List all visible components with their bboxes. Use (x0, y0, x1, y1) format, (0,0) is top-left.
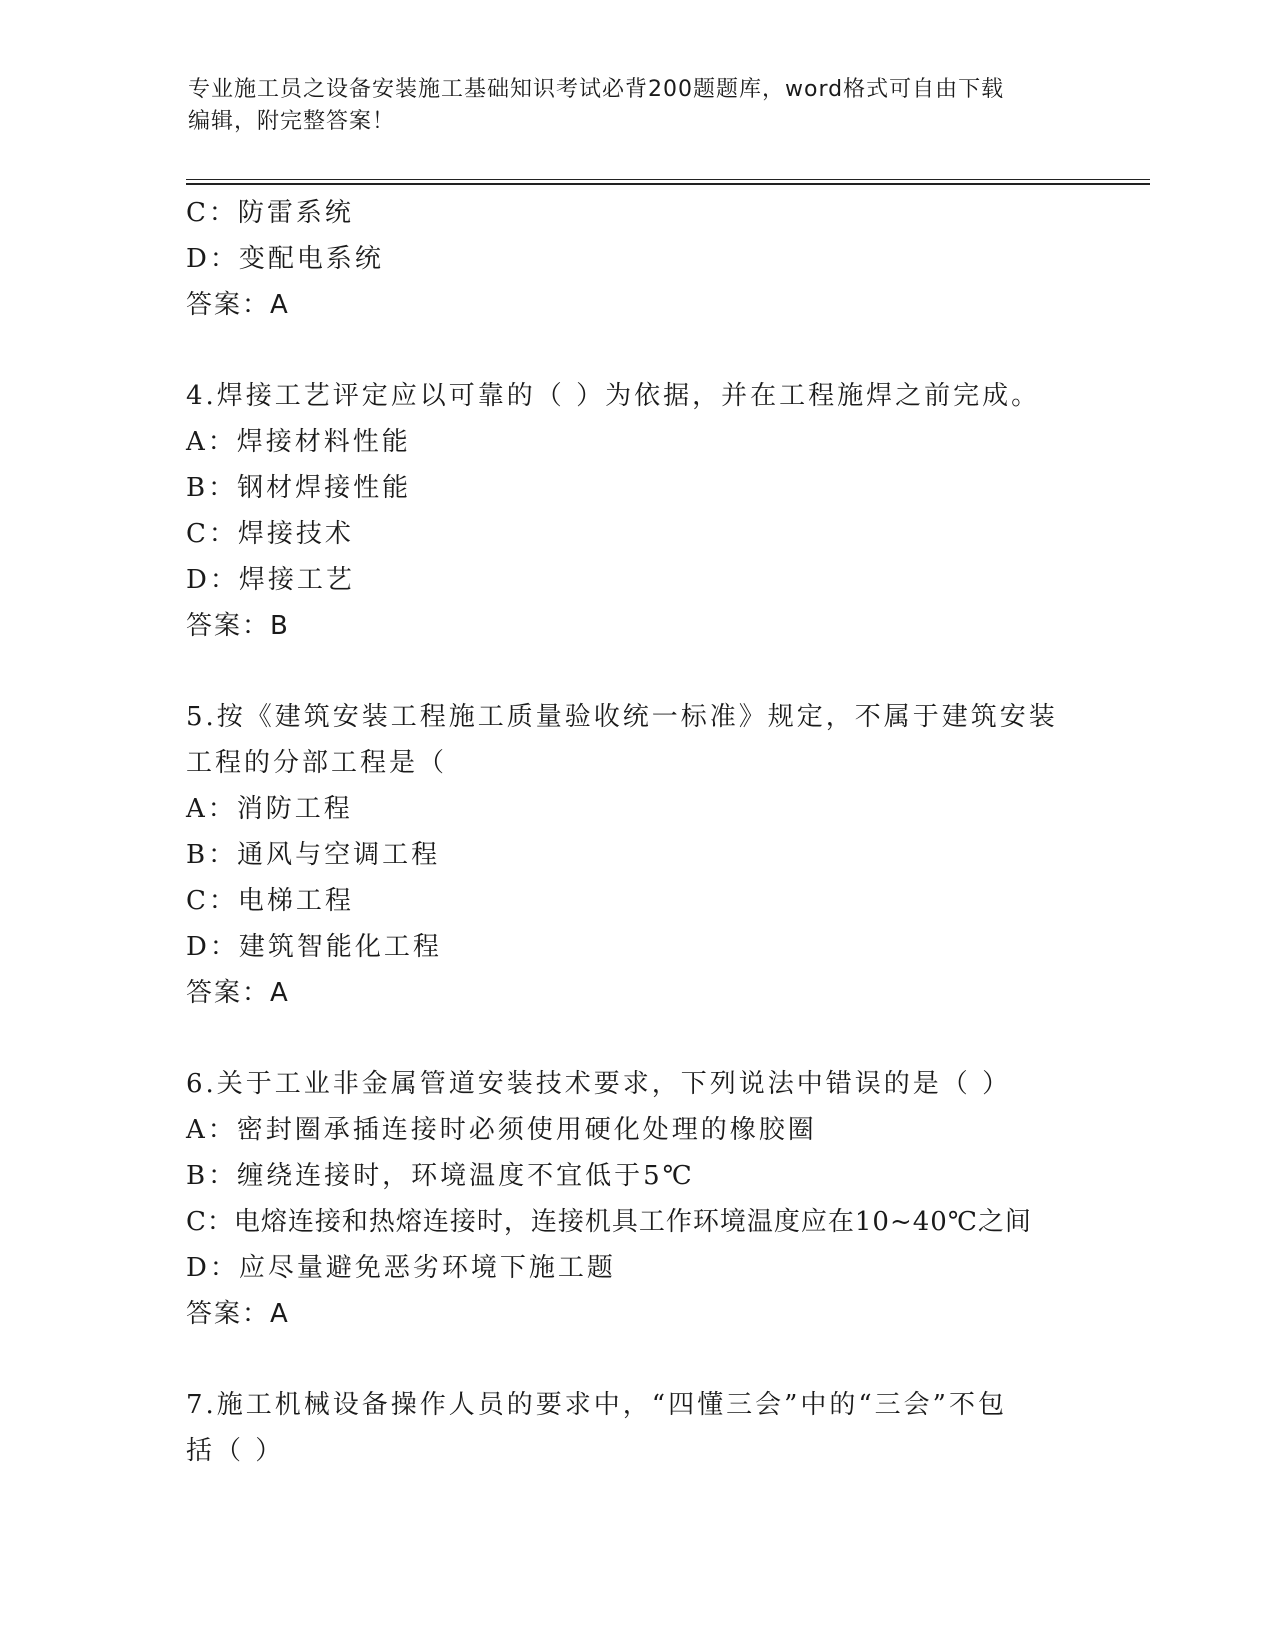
answer: 答案：A (186, 290, 290, 320)
option-c: C：焊接技术 (186, 519, 354, 549)
option-d: D：变配电系统 (186, 244, 384, 274)
header-divider-top (186, 179, 1150, 180)
question-stem: 5.按《建筑安装工程施工质量验收统一标准》规定，不属于建筑安装 (186, 702, 1058, 732)
question-7 (186, 1382, 1086, 1474)
option-b: B：钢材焊接性能 (186, 473, 412, 503)
document-header (188, 74, 1088, 138)
option-a: A：焊接材料性能 (186, 427, 411, 457)
answer: 答案：B (186, 611, 290, 641)
answer: 答案：A (186, 978, 290, 1008)
header-line-1: 专业施工员之设备安装施工基础知识考试必背200题题库，word格式可自由下载 (188, 77, 1005, 102)
question-list (186, 190, 1086, 1474)
question-stem-cont: 工程的分部工程是（ (186, 748, 448, 778)
question-4 (186, 373, 1086, 649)
option-b: B：通风与空调工程 (186, 840, 441, 870)
question-stem: 7.施工机械设备操作人员的要求中，“四懂三会”中的“三会”不包 (186, 1390, 1007, 1420)
question-stem: 6.关于工业非金属管道安装技术要求，下列说法中错误的是（ ） (186, 1069, 1012, 1099)
option-b: B：缠绕连接时，环境温度不宜低于5℃ (186, 1161, 695, 1191)
question-5 (186, 694, 1086, 1016)
option-a: A：密封圈承插连接时必须使用硬化处理的橡胶圈 (186, 1115, 817, 1145)
option-c: C：电梯工程 (186, 886, 354, 916)
question-3-tail (186, 190, 1086, 328)
option-c: C：电熔连接和热熔连接时，连接机具工作环境温度应在10~40℃之间 (186, 1207, 1032, 1237)
question-6 (186, 1061, 1086, 1337)
question-stem: 4.焊接工艺评定应以可靠的（ ）为依据，并在工程施焊之前完成。 (186, 381, 1041, 411)
question-stem-cont: 括（ ） (186, 1436, 285, 1466)
option-a: A：消防工程 (186, 794, 353, 824)
header-divider-bottom (186, 183, 1150, 185)
option-d: D：焊接工艺 (186, 565, 355, 595)
option-d: D：建筑智能化工程 (186, 932, 442, 962)
option-d: D：应尽量避免恶劣环境下施工题 (186, 1253, 616, 1283)
answer: 答案：A (186, 1299, 290, 1329)
header-line-2: 编辑，附完整答案！ (188, 109, 396, 134)
option-c: C：防雷系统 (186, 198, 354, 228)
